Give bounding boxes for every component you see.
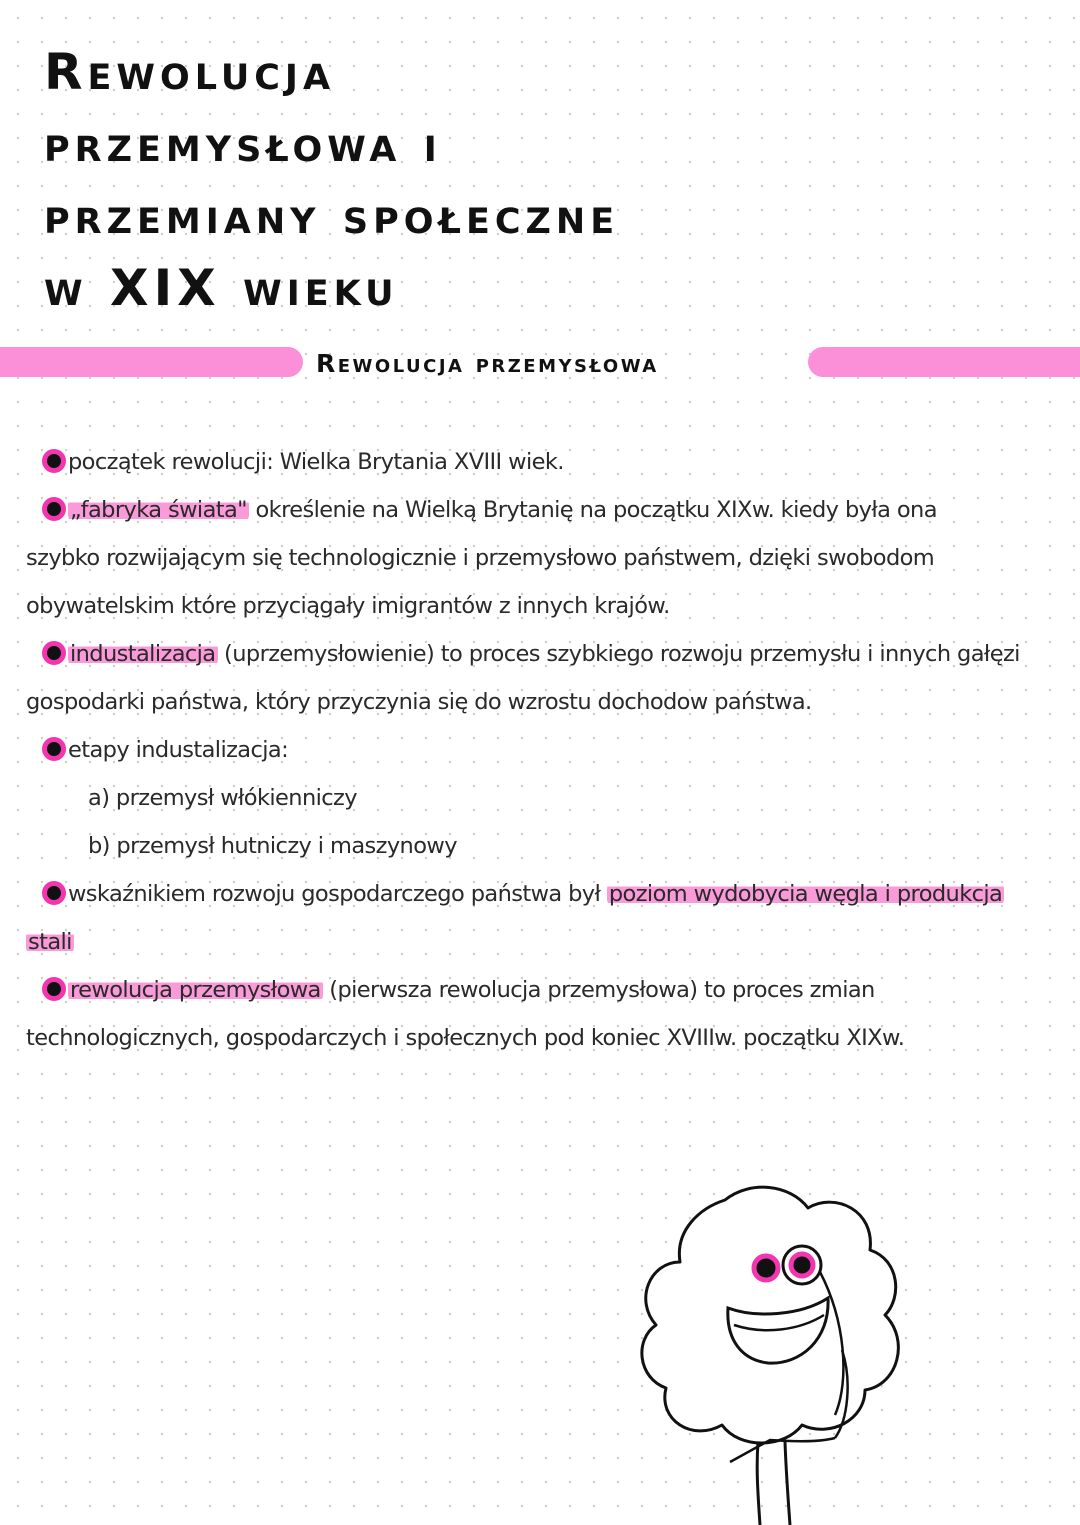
text-line: szybko rozwijającym się technologicznie i przemysłowo państwem, dzięki swobodom — [26, 545, 935, 571]
highlighted-term: stali — [28, 929, 72, 955]
bullet-icon — [42, 881, 66, 905]
text-line: technologicznych, gospodarczych i społecznych pod koniec XVIIIw. początku XIXw. — [26, 1025, 905, 1051]
text-line: gospodarki państwa, który przyczynia się do wzrostu dochodow państwa. — [26, 689, 812, 715]
highlighted-term: poziom wydobycia węgla i produkcja — [608, 881, 1003, 907]
notes-body — [26, 438, 1066, 1062]
right-leg — [785, 1442, 790, 1525]
cloud-character-icon — [630, 1180, 920, 1525]
left-leg — [757, 1442, 760, 1525]
section-divider-right — [808, 347, 1080, 377]
title-line-4: w XIX wieku — [44, 259, 399, 317]
section-heading: Rewolucja przemysłowa — [316, 349, 659, 378]
section-divider-left — [0, 347, 303, 377]
list-item: industalizacja (uprzemysłowienie) to proces szybkiego rozwoju przemysłu i innych gałęzi — [26, 630, 1066, 678]
highlighted-term: rewolucja przemysłowa — [70, 977, 321, 1003]
text-line: obywatelskim które przyciągały imigrantów z innych krajów. — [26, 593, 670, 619]
right-eye-icon — [791, 1254, 813, 1276]
bullet-icon — [42, 641, 66, 665]
bullet-icon — [42, 497, 66, 521]
title-line-1: Rewolucja — [44, 43, 336, 101]
left-eye-icon — [754, 1256, 778, 1280]
sub-list-item: b) przemysł hutniczy i maszynowy — [88, 833, 457, 859]
page-title — [44, 36, 944, 324]
sub-list-item: a) przemysł włókienniczy — [88, 785, 357, 811]
text-line — [26, 918, 1066, 966]
list-item: „fabryka świata" określenie na Wielką Brytanię na początku XIXw. kiedy była ona — [26, 486, 1066, 534]
title-line-2: przemysłowa i — [44, 115, 442, 173]
bullet-icon — [42, 737, 66, 761]
title-line-3: przemiany społeczne — [44, 187, 620, 245]
list-item: wskaźnikiem rozwoju gospodarczego państwa był poziom wydobycia węgla i produkcja — [26, 870, 1066, 918]
list-item: etapy industalizacja: — [26, 726, 1066, 774]
highlighted-term: industalizacja — [70, 641, 216, 667]
highlighted-term: „fabryka świata" — [70, 497, 247, 523]
bullet-icon — [42, 977, 66, 1001]
list-item: początek rewolucji: Wielka Brytania XVIII wiek. — [26, 438, 1066, 486]
bullet-icon — [42, 449, 66, 473]
list-item: rewolucja przemysłowa (pierwsza rewolucja przemysłowa) to proces zmian — [26, 966, 1066, 1014]
